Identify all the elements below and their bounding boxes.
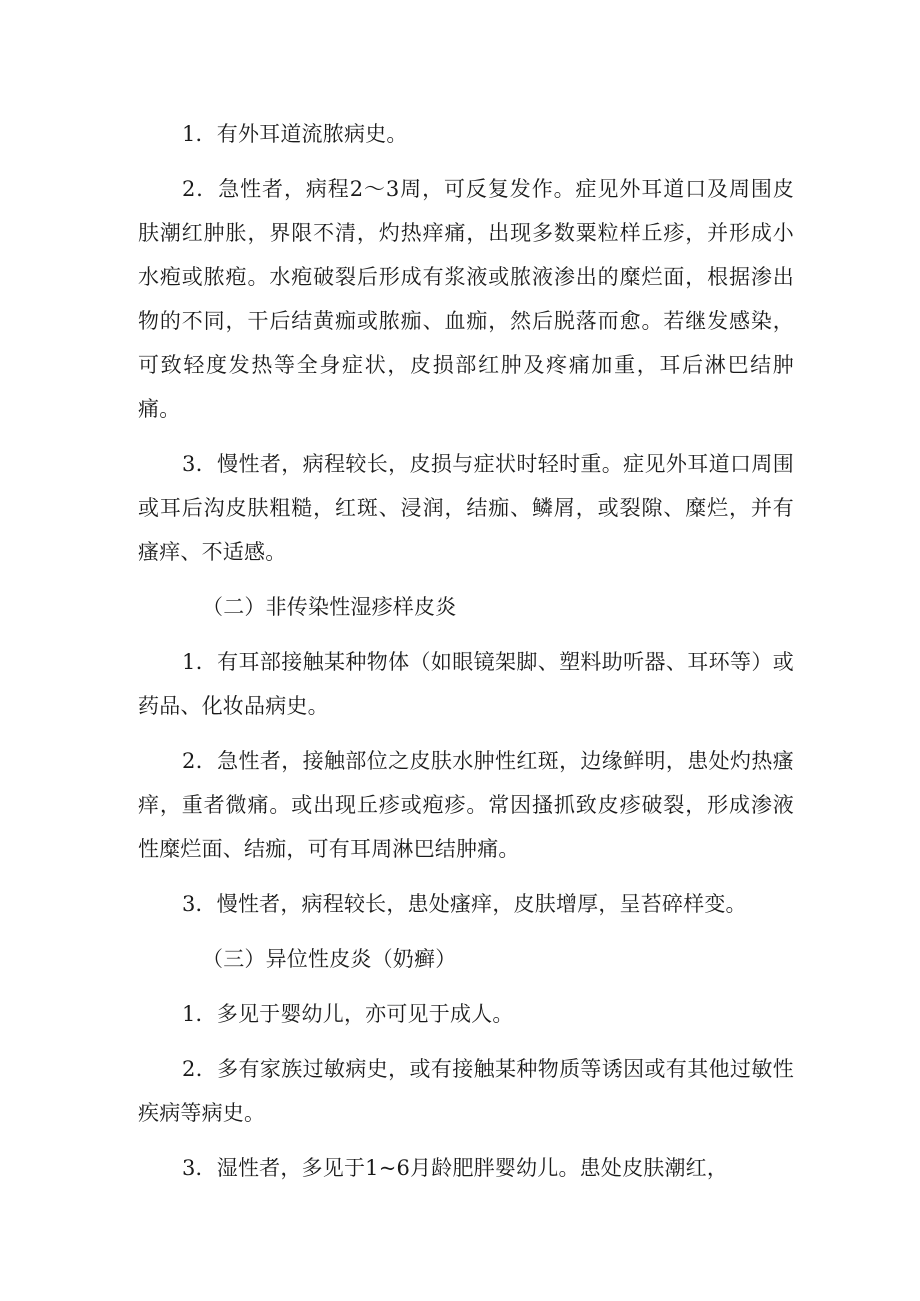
section-heading-2: （二）非传染性湿疹样皮炎	[202, 595, 457, 619]
section-heading-3: （三）异位性皮炎（奶癣）	[202, 947, 457, 971]
paragraph-item-1: 1．有外耳道流脓病史。	[182, 122, 408, 146]
paragraph-item-3-wet: 3．湿性者，多见于1~6月龄肥胖婴幼儿。患处皮肤潮红，	[182, 1156, 729, 1180]
paragraph-item-3-chronic: 3．慢性者，病程较长，患处瘙痒，皮肤增厚，呈苔碎样变。	[182, 892, 747, 916]
paragraph-item-2-acute: 2．急性者，病程2～3周，可反复发作。症见外耳道口及周围皮肤潮红肿胀，界限不清，灼热痒痛，出现多数粟粒样丘疹，并形成小水疱或脓疱。水疱破裂后形成有浆液或脓液渗出的糜烂面，根据渗出物的不同，干后结黄痂或脓痂、血痂，然后脱落而愈。若继发感染，可致轻度发热等全身症状，皮损部红肿及疼痛加重，耳后淋巴结肿痛。	[138, 177, 794, 421]
paragraph-item-1: 1．有耳部接触某种物体（如眼镜架脚、塑料助听器、耳环等）或药品、化妆品病史。	[138, 650, 794, 718]
paragraph-item-2: 2．多有家族过敏病史，或有接触某种物质等诱因或有其他过敏性疾病等病史。	[138, 1057, 794, 1125]
paragraph-item-2-acute: 2．急性者，接触部位之皮肤水肿性红斑，边缘鲜明，患处灼热瘙痒，重者微痛。或出现丘疹或疱疹。常因搔抓致皮疹破裂，形成渗液性糜烂面、结痂，可有耳周淋巴结肿痛。	[138, 749, 794, 861]
paragraph-item-1: 1．多见于婴幼儿，亦可见于成人。	[182, 1002, 514, 1026]
paragraph-item-3-chronic: 3．慢性者，病程较长，皮损与症状时轻时重。症见外耳道口周围或耳后沟皮肤粗糙，红斑、浸润，结痂、鳞屑，或裂隙、糜烂，并有瘙痒、不适感。	[138, 452, 794, 564]
document-body	[138, 112, 794, 1201]
